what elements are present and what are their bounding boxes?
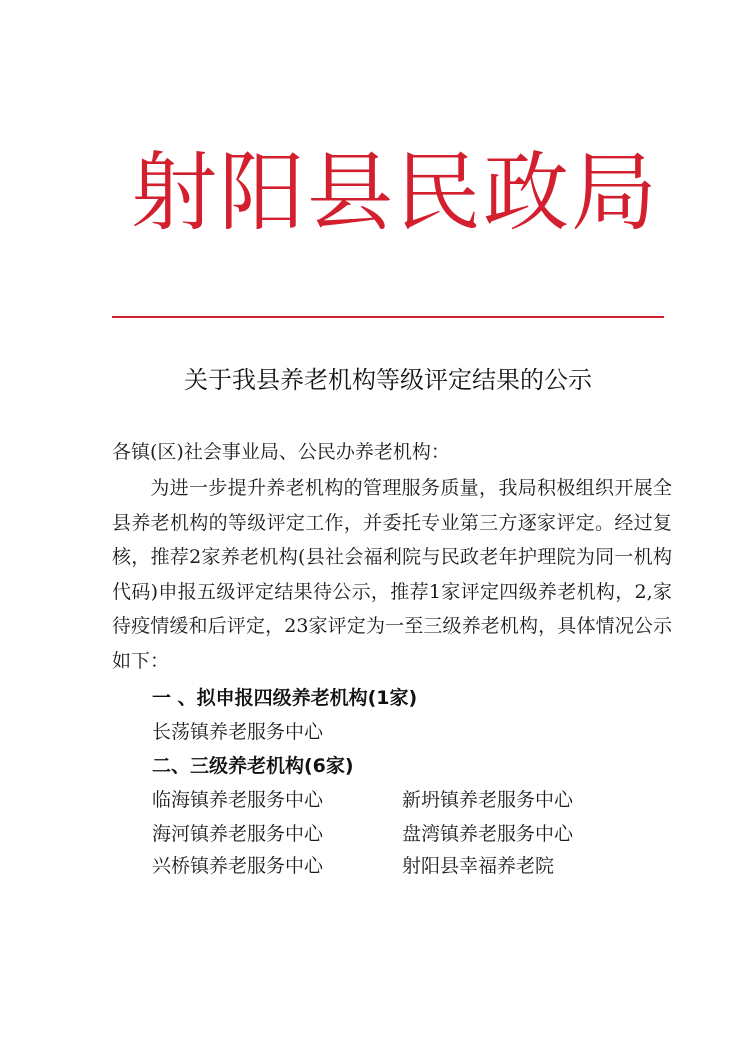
list-item: 长荡镇养老服务中心 bbox=[152, 721, 324, 743]
section-heading-level3: 二、三级养老机构(6家) bbox=[152, 755, 354, 777]
agency-masthead: 射阳县民政局 bbox=[131, 143, 659, 243]
list-item: 新坍镇养老服务中心 bbox=[402, 789, 574, 811]
section-heading-level4: 一 、拟申报四级养老机构(1家) bbox=[152, 687, 418, 709]
body-paragraph bbox=[112, 471, 672, 678]
red-divider bbox=[112, 316, 664, 318]
salutation: 各镇(区)社会事业局、公民办养老机构： bbox=[112, 441, 450, 463]
list-item: 射阳县幸福养老院 bbox=[402, 855, 555, 877]
list-item: 兴桥镇养老服务中心 bbox=[152, 855, 324, 877]
list-item: 盘湾镇养老服务中心 bbox=[402, 823, 574, 845]
list-item: 临海镇养老服务中心 bbox=[152, 789, 324, 811]
paragraph-text: 为进一步提升养老机构的管理服务质量，我局积极组织开展全县养老机构的等级评定工作，并委托专业第三方逐家评定。经过复核，推荐2家养老机构(县社会福利院与民政老年护理院为同一机构代码)申报五级评定结果待公示，推荐1家评定四级养老机构，2,家待疫情缓和后评定，23家评定为一至三级养老机构，具体情况公示如下： bbox=[112, 477, 672, 672]
notice-title: 关于我县养老机构等级评定结果的公示 bbox=[184, 366, 592, 394]
list-item: 海河镇养老服务中心 bbox=[152, 823, 324, 845]
